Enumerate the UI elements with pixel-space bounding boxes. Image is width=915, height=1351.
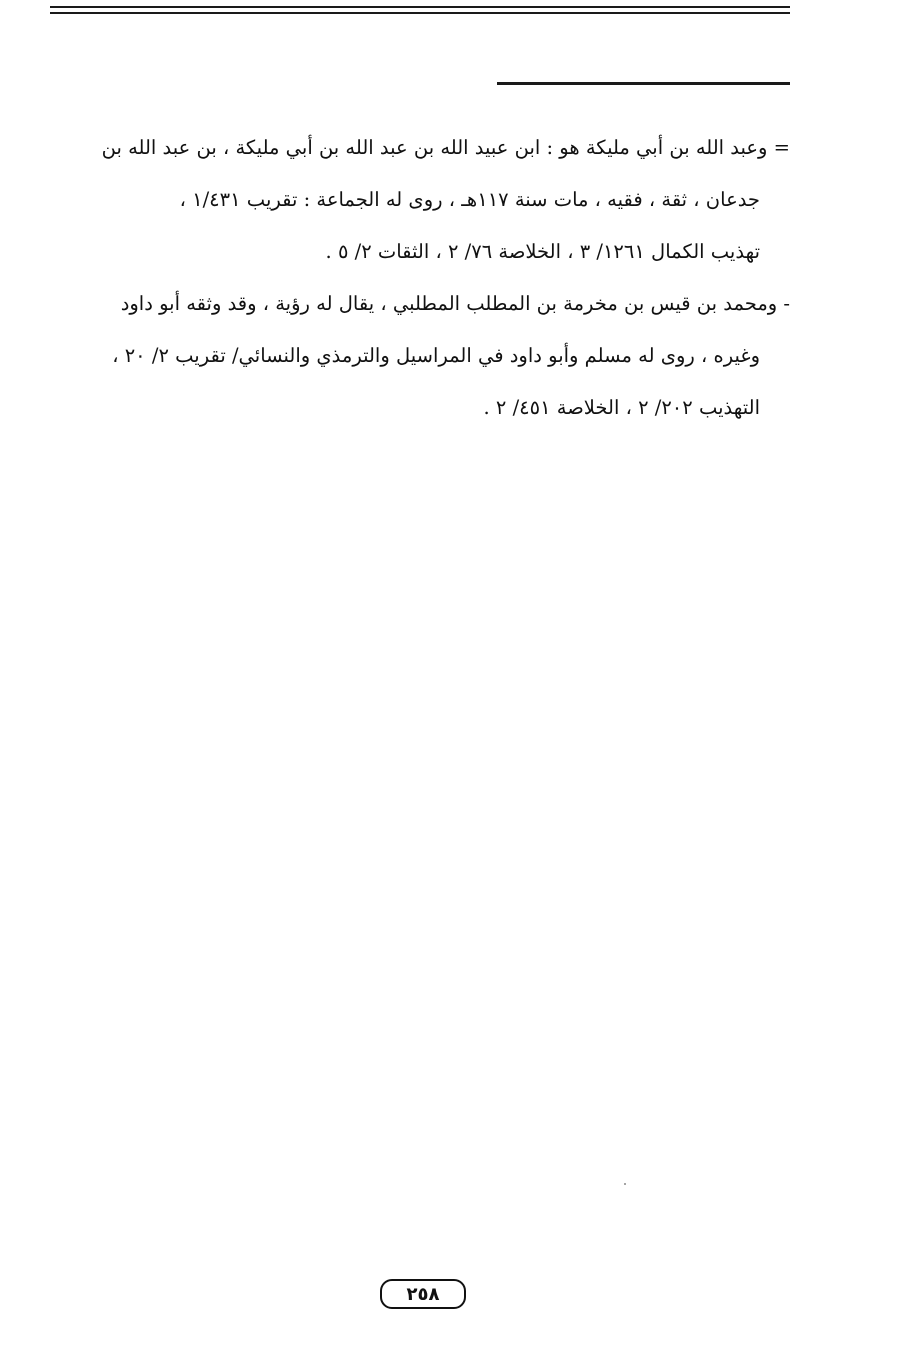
scan-speck <box>624 1183 626 1185</box>
footnote-line: التهذيب ٢٠٢/ ٢ ، الخلاصة ٤٥١/ ٢ . <box>483 396 760 419</box>
footnote-line: = وعبد الله بن أبي مليكة هو : ابن عبيد الله بن عبد الله بن أبي مليكة ، بن عبد الله بن <box>101 136 790 159</box>
top-rule-upper <box>50 6 790 8</box>
footnote-separator <box>497 82 790 85</box>
footnotes-section <box>52 122 790 434</box>
footnote-line: جدعان ، ثقة ، فقيه ، مات سنة ١١٧هـ ، روى له الجماعة : تقريب ١/٤٣١ ، <box>179 188 760 211</box>
footnote-line: تهذيب الكمال ١٢٦١/ ٣ ، الخلاصة ٧٦/ ٢ ، الثقات ٢/ ٥ . <box>325 240 760 263</box>
top-rule-lower <box>50 12 790 14</box>
footnote-line: - ومحمد بن قيس بن مخرمة بن المطلب المطلبي ، يقال له رؤية ، وقد وثقه أبو داود <box>120 292 790 315</box>
footnote-ibn-abi-mulaykah <box>52 122 790 278</box>
footnote-line: وغيره ، روى له مسلم وأبو داود في المراسيل والترمذي والنسائي/ تقريب ٢/ ٢٠ ، <box>112 344 760 367</box>
footnote-muhammad-bin-qays <box>52 278 790 434</box>
page-number: ٢٥٨ <box>380 1279 466 1309</box>
